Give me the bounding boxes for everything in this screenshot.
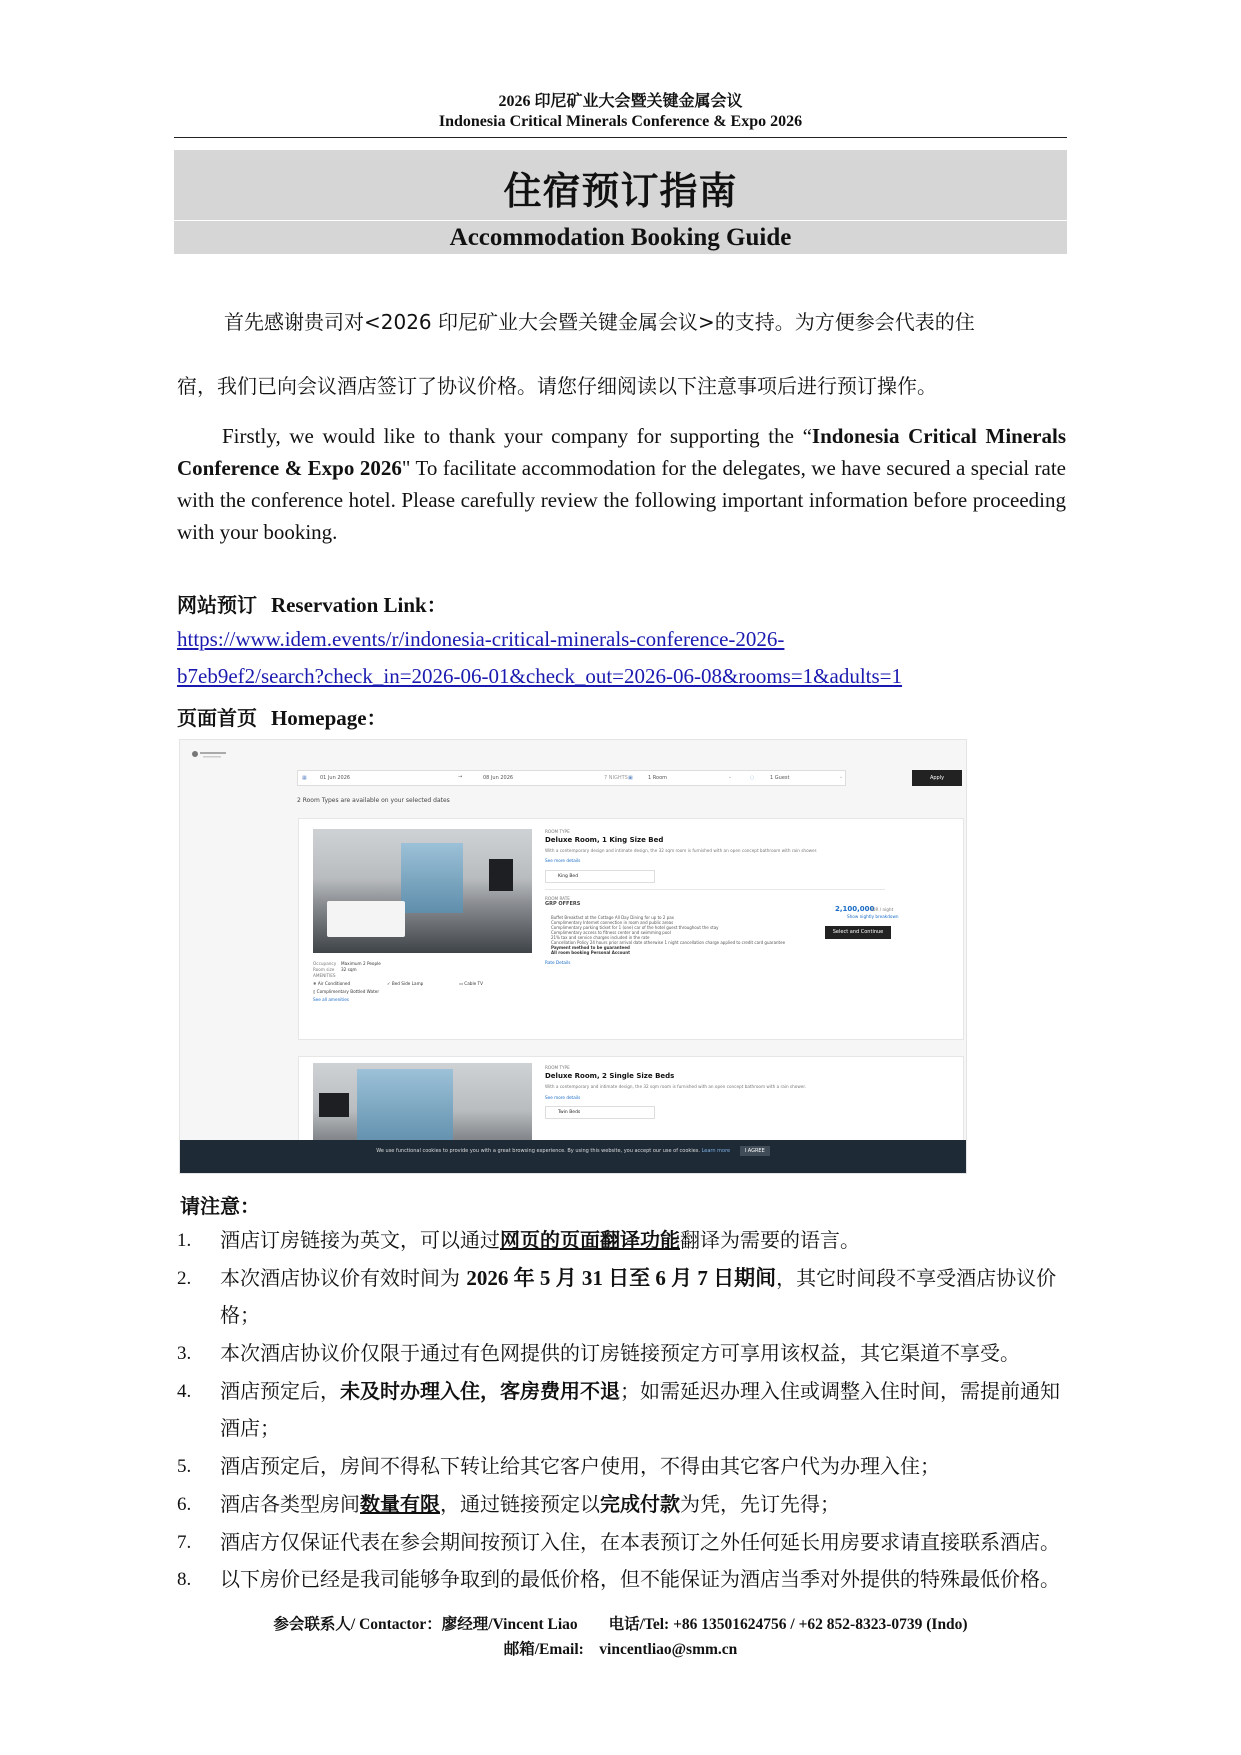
rate-name: GRP OFFERS <box>545 901 581 907</box>
amenity-item: ▭ Cable TV <box>459 981 483 986</box>
page-title-cn: 住宿预订指南 <box>503 169 738 213</box>
room-price: 2,100,000 <box>835 905 875 913</box>
check-in-date[interactable]: 01 Jun 2026 <box>320 775 351 781</box>
rate-label: ROOM RATE <box>545 896 570 901</box>
cookie-banner: We use functional cookies to provide you with a great browsing experience. By using this website, you accept our use of cookies. Learn more I AGREE <box>180 1140 966 1173</box>
header-title-en: Indonesia Critical Minerals Conference & Expo 2026 <box>438 113 803 130</box>
room-description: With a contemporary design and intimate design, the 32 sqm room is furnished with an open concept bathroom with rain shower. <box>545 848 818 853</box>
guest-icon: ◌ <box>750 775 755 781</box>
nights-count: 7 NIGHTS <box>604 775 628 781</box>
rooms-select[interactable]: 1 Room <box>648 775 668 781</box>
note-item: 4. 酒店预定后，未及时办理入住，客房费用不退；如需延迟办理入住或调整入住时间，需提前通知 酒店； <box>177 1379 1060 1440</box>
room-description: With a contemporary and intimate design, the 32 sqm room is furnished with an open concept bathroom with a rain shower. <box>545 1084 806 1089</box>
benefit-item: Complimentary access to fitness center and swimming pool <box>551 930 671 935</box>
intro-cn-line1: 首先感谢贵司对<2026 印尼矿业大会暨关键金属会议>的支持。为方便参会代表的住 <box>224 310 975 334</box>
homepage-heading: 页面首页 Homepage： <box>177 706 387 730</box>
benefit-item: Payment method to be guaranteed <box>551 945 630 950</box>
room-name: Deluxe Room, 2 Single Size Beds <box>545 1072 675 1080</box>
see-more-link[interactable]: See more details <box>545 858 581 863</box>
reservation-link-line1[interactable]: https://www.idem.events/r/indonesia-critical-minerals-conference-2026- <box>177 627 785 651</box>
room-type-label: ROOM TYPE <box>545 829 570 834</box>
amenity-item: ❄ Air Conditioned <box>313 981 351 986</box>
room-type-label: ROOM TYPE <box>545 1065 570 1070</box>
header-title-cn: 2026 印尼矿业大会暨关键金属会议 <box>498 93 743 110</box>
footer-email: 邮箱/Email: vincentliao@smm.cn <box>503 1641 738 1658</box>
arrow-icon: → <box>458 774 463 780</box>
rate-details-link[interactable]: Rate Details <box>545 960 571 965</box>
check-out-date[interactable]: 08 Jun 2026 <box>483 775 514 781</box>
occupancy-label: Occupancy <box>313 961 337 966</box>
note-item: 1. 酒店订房链接为英文，可以通过网页的页面翻译功能翻译为需要的语言。 <box>177 1228 860 1252</box>
benefit-item: Buffet Breakfast at the Cottage All Day Dining for up to 2 pax <box>551 915 675 920</box>
benefit-item: Cancellation Policy 24 hours prior arrival date otherwise 1 night cancellation charge applied to credit card guarantee <box>551 940 786 945</box>
header-divider <box>174 137 1067 138</box>
room-photo <box>313 829 532 953</box>
guests-select[interactable]: 1 Guest <box>770 775 790 781</box>
learn-more-link[interactable]: Learn more <box>701 1148 731 1154</box>
benefit-item: Complimentary Internet connection in room and public areas <box>551 920 674 925</box>
amenities-label: AMENITIES <box>313 973 336 978</box>
note-item: 3. 本次酒店协议价仅限于通过有色网提供的订房链接预定方可享用该权益，其它渠道不享受。 <box>177 1341 1020 1365</box>
bed-type: Twin Beds <box>545 1106 655 1119</box>
note-item: 7. 酒店方仅保证代表在参会期间按预订入住，在本表预订之外任何延长用房要求请直接联系酒店。 <box>177 1530 1060 1554</box>
size-label: Room size <box>313 967 335 972</box>
see-more-link[interactable]: See more details <box>545 1095 581 1100</box>
notes-heading: 请注意： <box>180 1194 260 1218</box>
see-all-amenities-link[interactable]: See all amenities <box>313 997 349 1002</box>
availability-text: 2 Room Types are available on your selected dates <box>297 797 450 804</box>
benefit-item: Complimentary parking ticket for 1 (one) car of the hotel guest throughout the stay <box>551 925 719 930</box>
room-card <box>298 818 964 1040</box>
note-item: 8. 以下房价已经是我司能够争取到的最低价格，但不能保证为酒店当季对外提供的特殊最低价格。 <box>177 1567 1060 1591</box>
calendar-icon: ▦ <box>302 775 307 781</box>
note-item: 6. 酒店各类型房间数量有限，通过链接预定以完成付款为凭，先订先得； <box>177 1492 840 1516</box>
bed-type: King Bed <box>545 870 655 883</box>
size-value: 32 sqm <box>341 967 357 972</box>
amenity-item: ▯ Complimentary Bottled Water <box>313 989 380 994</box>
reservation-heading: 网站预订 Reservation Link： <box>177 593 447 617</box>
date-search-bar[interactable] <box>297 770 846 786</box>
note-item: 2. 本次酒店协议价有效时间为 2026 年 5 月 31 日至 6 月 7 日期间，其它时间段不享受酒店协议价 格； <box>177 1266 1057 1327</box>
apply-button[interactable]: Apply <box>912 770 962 786</box>
benefit-item: All room booking Personal Account <box>551 950 631 955</box>
page-title-en: Accommodation Booking Guide <box>449 224 792 251</box>
room-icon: ▣ <box>628 775 633 781</box>
chevron-down-icon: ⌄ <box>839 774 844 780</box>
benefit-item: 21% tax and service charges included in the rate <box>551 935 650 940</box>
intro-en-paragraph: Firstly, we would like to thank your company for supporting the “Indonesia Critical Minerals Conference & Expo 2026" To facilitate accommodation for the delegates, we have secured a special rate with the conference hotel. Please carefully review the following important information before proceeding with your booking. <box>177 424 1067 544</box>
room-name: Deluxe Room, 1 King Size Bed <box>545 836 664 844</box>
amenity-item: ✓ Bed Side Lamp <box>387 981 424 986</box>
occupancy-value: Maximum 2 People <box>341 961 381 966</box>
hotel-logo <box>190 746 230 760</box>
chevron-down-icon: ⌄ <box>728 774 733 780</box>
intro-cn-line2: 宿，我们已向会议酒店签订了协议价格。请您仔细阅读以下注意事项后进行预订操作。 <box>177 374 937 398</box>
nightly-breakdown-link[interactable]: Show nightly breakdown <box>847 914 899 919</box>
reservation-link-line2[interactable]: b7eb9ef2/search?check_in=2026-06-01&check_out=2026-06-08&rooms=1&adults=1 <box>177 664 903 688</box>
homepage-screenshot <box>179 739 967 1174</box>
agree-button[interactable]: I AGREE <box>740 1146 770 1156</box>
price-unit: IDR / night <box>871 907 894 912</box>
select-and-continue-button[interactable]: Select and Continue <box>825 926 891 939</box>
footer-contact: 参会联系人/ Contactor：廖经理/Vincent Liao 电话/Tel: +86 13501624756 / +62 852-8323-0739 (Indo) <box>273 1616 968 1633</box>
note-item: 5. 酒店预定后，房间不得私下转让给其它客户使用，不得由其它客户代为办理入住； <box>177 1454 940 1478</box>
